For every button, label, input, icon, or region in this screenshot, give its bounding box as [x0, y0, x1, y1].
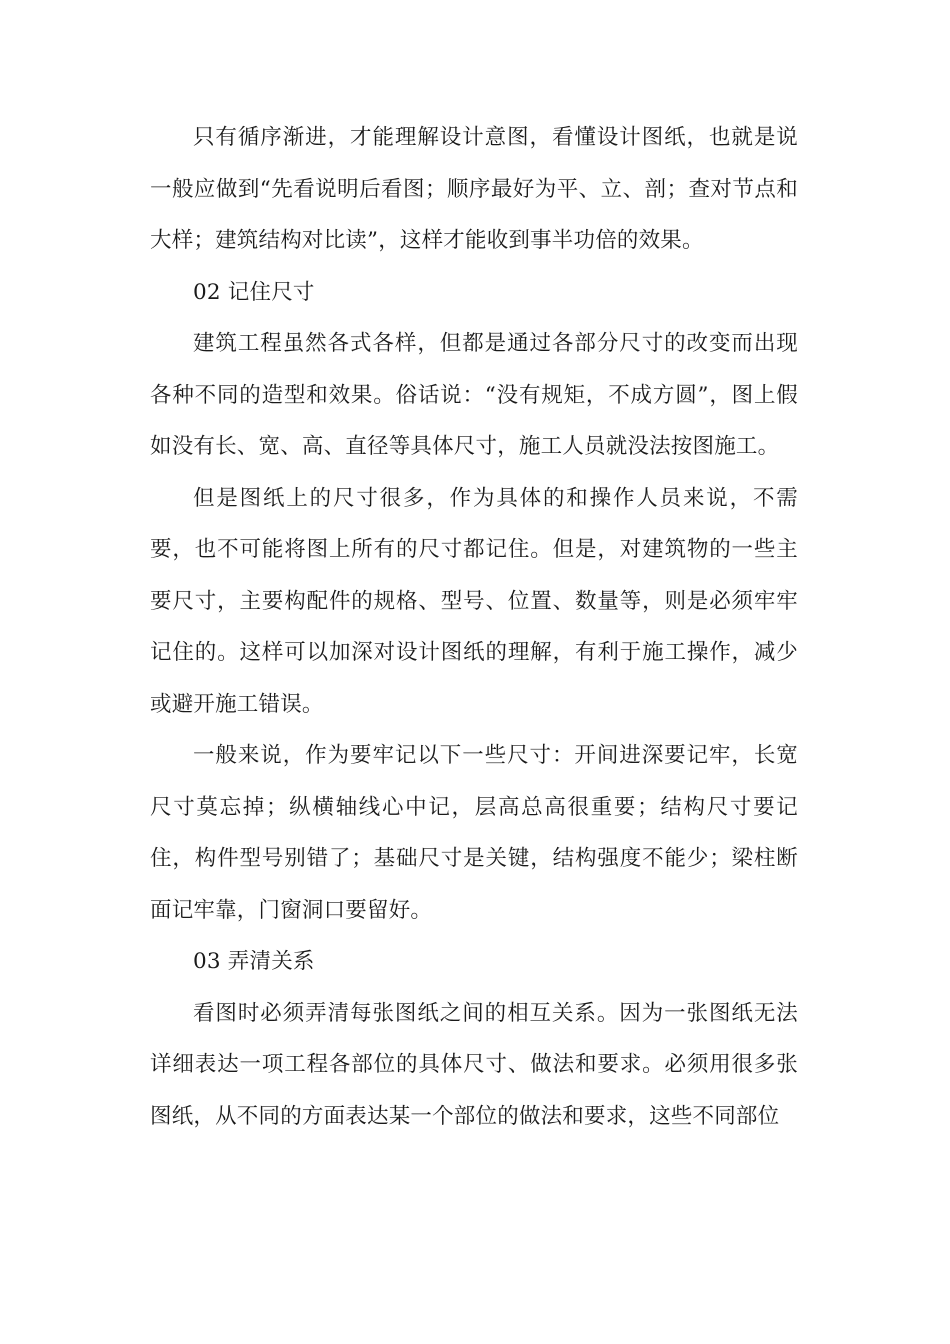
- document-body: [150, 112, 798, 1142]
- paragraph: 看图时必须弄清每张图纸之间的相互关系。因为一张图纸无法详细表达一项工程各部位的具体尺寸、做法和要求。必须用很多张图纸，从不同的方面表达某一个部位的做法和要求，这些不同部位: [150, 1000, 798, 1129]
- paragraph: 一般来说，作为要牢记以下一些尺寸：开间进深要记牢，长宽尺寸莫忘掉；纵横轴线心中记，层高总高很重要；结构尺寸要记住，构件型号别错了；基础尺寸是关键，结构强度不能少；梁柱断面记牢靠，门窗洞口要留好。: [150, 743, 798, 923]
- section-heading: 02 记住尺寸: [193, 279, 315, 305]
- paragraph: 只有循序渐进，才能理解设计意图，看懂设计图纸，也就是说一般应做到“先看说明后看图；顺序最好为平、立、剖；查对节点和大样；建筑结构对比读”，这样才能收到事半功倍的效果。: [150, 125, 798, 253]
- paragraph: 建筑工程虽然各式各样，但都是通过各部分尺寸的改变而出现各种不同的造型和效果。俗话说：“没有规矩，不成方圆”，图上假如没有长、宽、高、直径等具体尺寸，施工人员就没法按图施工。: [150, 331, 798, 459]
- section-heading: 03 弄清关系: [193, 949, 315, 974]
- paragraph: 但是图纸上的尺寸很多，作为具体的和操作人员来说，不需要，也不可能将图上所有的尺寸都记住。但是，对建筑物的一些主要尺寸，主要构配件的规格、型号、位置、数量等，则是必须牢牢记住的。这样可以加深对设计图纸的理解，有利于施工操作，减少或避开施工错误。: [150, 485, 798, 717]
